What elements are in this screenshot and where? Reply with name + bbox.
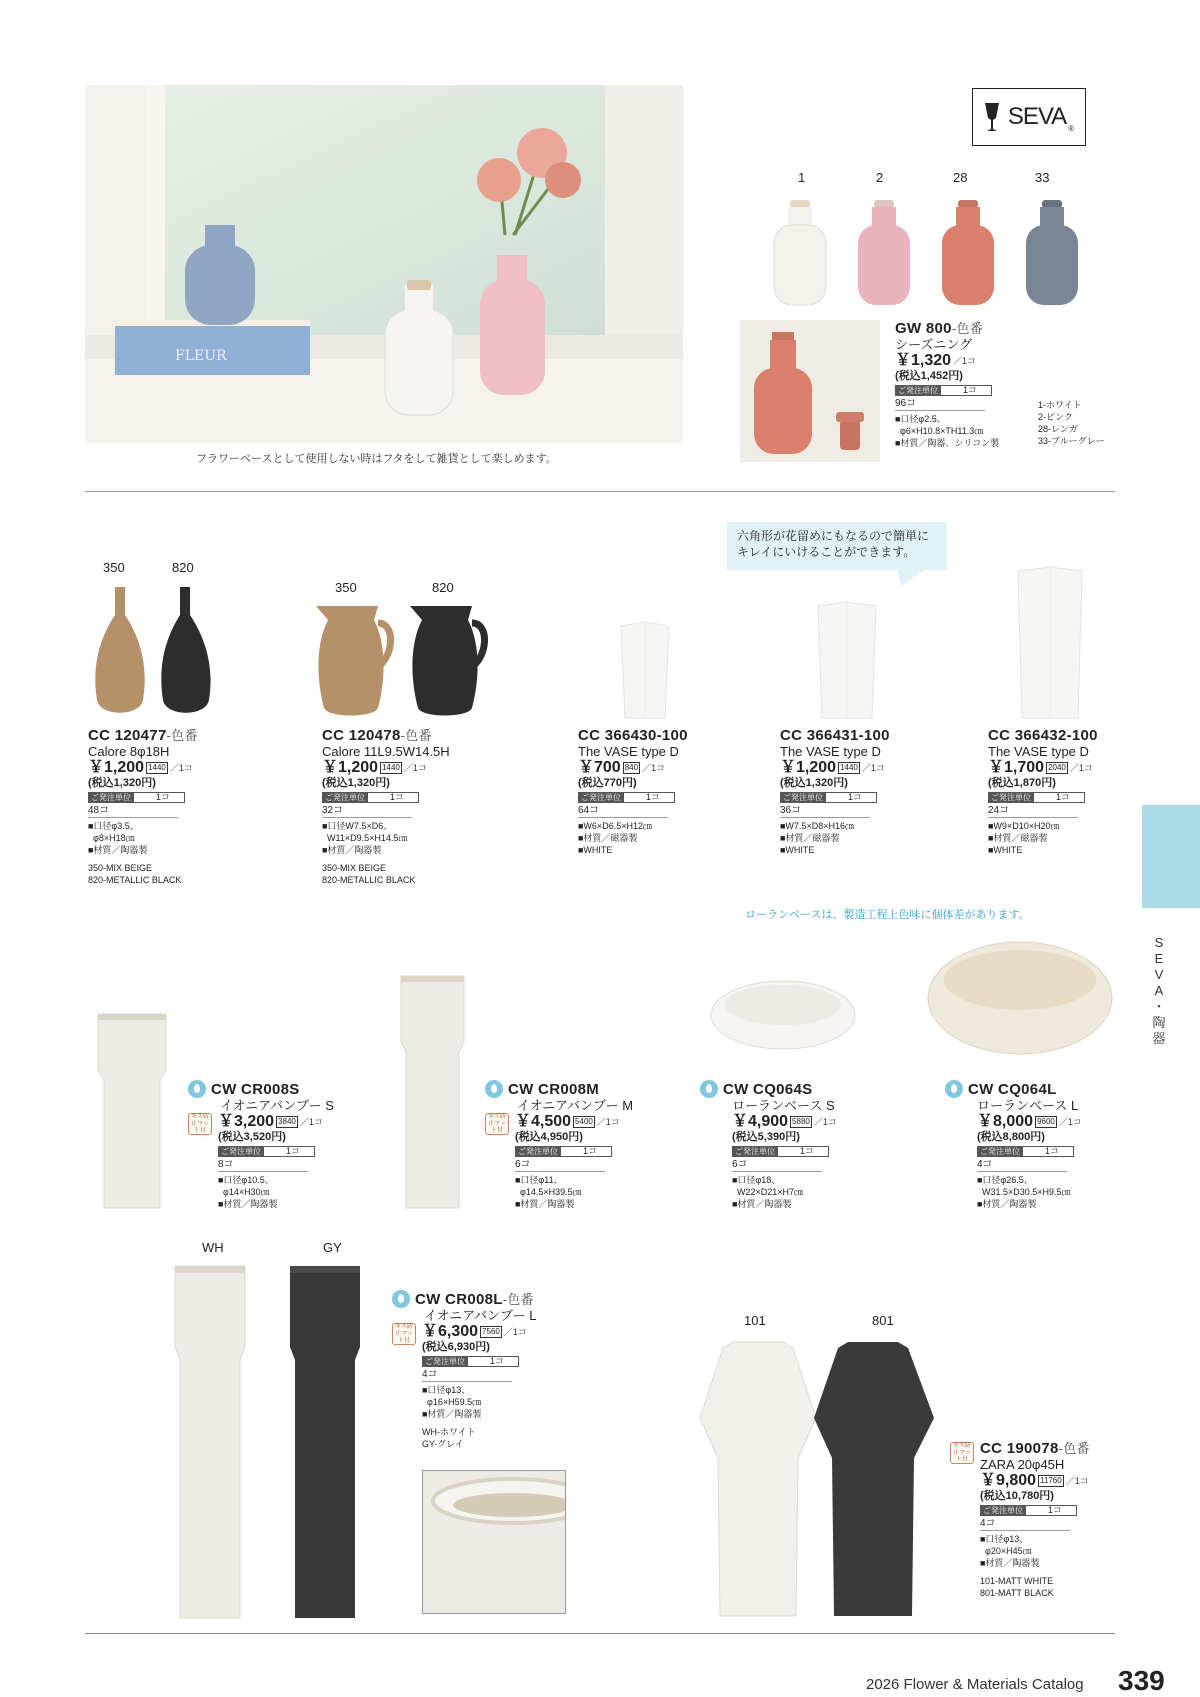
order-unit-value: 1コ — [1034, 792, 1085, 803]
price-unit: ／1コ — [1058, 1117, 1082, 1127]
scratch-mat-badge: キズ防止マット付 — [950, 1442, 974, 1464]
product-spec: ■口径φ26.5、 W31.5×D30.5×H9.5㎝ ■材質／陶器製 — [977, 1175, 1071, 1209]
price-unit: ／1コ — [503, 1327, 527, 1337]
order-unit-value: 1コ — [941, 385, 992, 396]
water-drop-icon — [188, 1080, 206, 1098]
p4-product-image — [812, 600, 882, 720]
order-unit-label: ご発注単位 — [988, 792, 1034, 803]
water-drop-icon — [392, 1290, 410, 1308]
product-code: CW CR008S — [211, 1080, 300, 1098]
gw800-bottles-image — [770, 195, 1090, 310]
price-box: 1440 — [148, 763, 166, 772]
p6-info — [188, 1080, 348, 1210]
p1-info — [88, 727, 268, 886]
product-code: CC 190078 — [980, 1440, 1059, 1457]
product-spec: ■口径φ13、 φ16×H59.5㎝ ■材質／陶器製 — [422, 1385, 482, 1419]
color-number-suffix: -色番 — [166, 728, 198, 743]
p11-color-label: 101 — [744, 1313, 766, 1328]
case-quantity: 36コ — [780, 804, 870, 818]
product-code: CC 366430-100 — [578, 727, 688, 744]
color-number-suffix: -色番 — [951, 321, 984, 336]
section-divider — [85, 491, 1115, 492]
price-box: 5400 — [575, 1117, 593, 1126]
water-drop-icon — [700, 1080, 718, 1098]
p8-info — [700, 1080, 860, 1210]
gw800-color-label: 1 — [798, 170, 806, 185]
product-price: ￥4,500 — [515, 1113, 572, 1130]
product-code: CC 366432-100 — [988, 727, 1098, 744]
p10-info — [392, 1290, 562, 1450]
case-quantity: 4コ — [977, 1158, 1067, 1172]
product-name: イオニアバンブー L — [424, 1308, 537, 1323]
price-box: 9600 — [1037, 1117, 1055, 1126]
product-spec: ■口径φ10.5、 φ14×H30㎝ ■材質／陶器製 — [218, 1175, 278, 1209]
p10-color-label: WH — [202, 1240, 224, 1255]
p3-info — [578, 727, 758, 856]
product-name: The VASE type D — [578, 744, 679, 759]
gw800-color-label: 28 — [953, 170, 968, 185]
product-price: ￥9,800 — [980, 1472, 1037, 1489]
price-unit: ／1コ — [953, 356, 977, 366]
side-tab-char: V — [1154, 967, 1164, 982]
product-code: CC 120477 — [88, 727, 167, 744]
p7-product-image — [395, 972, 470, 1210]
product-name: Calore 8φ18H — [88, 744, 170, 759]
tax-included-price: (税込1,320円) — [322, 777, 390, 789]
order-unit-label: ご発注単位 — [980, 1505, 1026, 1516]
order-unit-label: ご発注単位 — [218, 1146, 264, 1157]
product-spec: ■W9×D10×H20㎝ ■材質／磁器製 ■WHITE — [988, 821, 1060, 855]
p11-color-label: 801 — [872, 1313, 894, 1328]
product-code-text: GW 800 — [895, 320, 952, 337]
p11-info — [950, 1440, 1120, 1599]
product-name: Calore 11L9.5W14.5H — [322, 744, 450, 759]
case-quantity: 32コ — [322, 804, 412, 818]
order-unit-label: ご発注単位 — [977, 1146, 1023, 1157]
tax-included-price: (税込3,520円) — [218, 1131, 286, 1143]
price-box: 1440 — [840, 763, 858, 772]
price-box: 840 — [624, 763, 639, 772]
product-name: イオニアバンブー M — [517, 1098, 634, 1113]
order-unit-label: ご発注単位 — [732, 1146, 778, 1157]
product-code — [895, 320, 1025, 337]
price-unit: ／1コ — [813, 1117, 837, 1127]
product-name: ローランベース L — [977, 1098, 1079, 1113]
price-box: 1440 — [382, 763, 400, 772]
tax-included-price: (税込10,780円) — [980, 1490, 1054, 1502]
color-list: 350-MIX BEIGE 820-METALLIC BLACK — [88, 863, 182, 885]
case-quantity: 4コ — [980, 1517, 1070, 1531]
brand-logo-text: SEVA — [1007, 103, 1067, 130]
side-tab-char: A — [1154, 983, 1164, 998]
product-name: イオニアバンブー S — [220, 1098, 334, 1113]
side-tab — [1142, 805, 1200, 908]
registered-mark: ® — [1068, 124, 1075, 133]
tax-included-price: (税込5,390円) — [732, 1131, 800, 1143]
order-unit-value: 1コ — [1023, 1146, 1074, 1157]
price-box: 7560 — [482, 1327, 500, 1336]
brand-logo — [972, 88, 1086, 146]
product-code: CW CR008L — [415, 1290, 503, 1308]
order-unit-value: 1コ — [468, 1356, 519, 1367]
price-unit: ／1コ — [861, 763, 885, 773]
color-number-suffix: -色番 — [502, 1291, 534, 1307]
order-unit-label: ご発注単位 — [88, 792, 134, 803]
order-unit-value: 1コ — [264, 1146, 315, 1157]
order-unit-value: 1コ — [368, 792, 419, 803]
speech-bubble — [727, 522, 947, 570]
water-drop-icon — [485, 1080, 503, 1098]
product-spec: ■口径φ2.5、 φ6×H10.8×TH11.3㎝ ■材質／陶器、シリコン製 — [895, 414, 1000, 448]
footer-divider — [85, 1633, 1115, 1634]
case-quantity: 6コ — [515, 1158, 605, 1172]
color-list: 350-MIX BEIGE 820-METALLIC BLACK — [322, 863, 416, 885]
price-unit: ／1コ — [1065, 1476, 1089, 1486]
goblet-icon — [984, 102, 1000, 132]
side-tab-label — [1148, 935, 1170, 1047]
price-box: 3840 — [278, 1117, 296, 1126]
product-price: ￥1,200 — [322, 759, 379, 776]
product-price: ￥1,200 — [780, 759, 837, 776]
product-name: ローランベース S — [732, 1098, 835, 1113]
side-tab-char: S — [1154, 935, 1164, 950]
tax-included-price: (税込8,800円) — [977, 1131, 1045, 1143]
price-box: 11760 — [1040, 1476, 1062, 1485]
gw800-color-label: 33 — [1035, 170, 1050, 185]
order-unit-value: 1コ — [134, 792, 185, 803]
color-list: 101-MATT WHITE 801-MATT BLACK — [980, 1576, 1054, 1598]
product-spec: ■口径φ13、 φ20×H45㎝ ■材質／陶器製 — [980, 1534, 1040, 1568]
product-code: CW CR008M — [508, 1080, 600, 1098]
case-quantity: 8コ — [218, 1158, 308, 1172]
p2-info — [322, 727, 502, 886]
price-unit: ／1コ — [642, 763, 666, 773]
color-list: WH-ホワイト GY-グレイ — [422, 1427, 476, 1449]
case-quantity: 6コ — [732, 1158, 822, 1172]
product-code: CW CQ064L — [968, 1080, 1057, 1098]
side-tab-char: E — [1154, 951, 1164, 966]
scratch-mat-badge: キズ防止マット付 — [485, 1113, 509, 1135]
price-unit: ／1コ — [299, 1117, 323, 1127]
p4-info — [780, 727, 960, 856]
tax-included-price: (税込6,930円) — [422, 1341, 490, 1353]
p9-product-image — [925, 940, 1115, 1060]
hero-photo — [85, 85, 683, 443]
gw800-color-label: 2 — [876, 170, 884, 185]
order-unit-label: ご発注単位 — [515, 1146, 561, 1157]
p9-info — [945, 1080, 1120, 1210]
color-number-suffix: -色番 — [400, 728, 432, 743]
rolan-note: ローランベースは、製造工程上色味に個体差があります。 — [745, 909, 1030, 921]
p10-texture-detail-image — [422, 1470, 566, 1614]
p8-product-image — [708, 975, 858, 1060]
price-unit: ／1コ — [596, 1117, 620, 1127]
tax-included-price: (税込1,452円) — [895, 370, 963, 382]
price-unit: ／1コ — [403, 763, 427, 773]
p7-info — [485, 1080, 655, 1210]
price-unit: ／1コ — [1069, 763, 1093, 773]
tax-included-price: (税込1,320円) — [88, 777, 156, 789]
order-unit-label: ご発注単位 — [895, 385, 941, 396]
order-unit-value: 1コ — [826, 792, 877, 803]
product-code: CW CQ064S — [723, 1080, 813, 1098]
order-unit-value: 1コ — [778, 1146, 829, 1157]
order-unit-value: 1コ — [561, 1146, 612, 1157]
catalog-title: 2026 Flower & Materials Catalog — [866, 1676, 1084, 1693]
p2-color-label: 350 — [335, 580, 357, 595]
case-quantity: 96コ — [895, 397, 985, 411]
case-quantity: 4コ — [422, 1368, 512, 1382]
p2-color-label: 820 — [432, 580, 454, 595]
page-number: 339 — [1118, 1665, 1165, 1696]
p1-color-label: 350 — [103, 560, 125, 575]
p10-color-label: GY — [323, 1240, 342, 1255]
product-name: シーズニング — [895, 337, 973, 352]
case-quantity: 64コ — [578, 804, 668, 818]
order-unit-label: ご発注単位 — [780, 792, 826, 803]
p1-product-image — [85, 585, 225, 720]
p2-product-image — [308, 598, 498, 720]
product-code: CC 366431-100 — [780, 727, 890, 744]
product-price: ￥4,900 — [732, 1113, 789, 1130]
side-tab-char: ・ — [1152, 999, 1166, 1014]
p1-color-label: 820 — [172, 560, 194, 575]
p5-product-image — [1012, 565, 1088, 720]
tax-included-price: (税込1,870円) — [988, 777, 1056, 789]
product-price: ￥1,700 — [988, 759, 1045, 776]
scratch-mat-badge: キズ防止マット付 — [392, 1323, 416, 1345]
product-name: The VASE type D — [780, 744, 881, 759]
tax-included-price: (税込1,320円) — [780, 777, 848, 789]
price-box: 5880 — [792, 1117, 810, 1126]
side-tab-char: 器 — [1152, 1031, 1166, 1046]
order-unit-value: 1コ — [1026, 1505, 1077, 1516]
speech-bubble-text: 六角形が花留めにもなるので簡単に キレイにいけることができます。 — [737, 529, 930, 559]
p6-product-image — [92, 1010, 172, 1210]
book-title: FLEUR — [175, 348, 227, 364]
product-price: ￥6,300 — [422, 1323, 479, 1340]
water-drop-icon — [945, 1080, 963, 1098]
product-spec: ■口径φ3.5、 φ8×H18㎝ ■材質／陶器製 — [88, 821, 148, 855]
product-spec: ■口径φ18、 W22×D21×H7㎝ ■材質／陶器製 — [732, 1175, 804, 1209]
order-unit-label: ご発注単位 — [578, 792, 624, 803]
gw800-info — [895, 320, 1025, 449]
product-price: ￥1,320 — [895, 352, 952, 369]
product-price: ￥1,200 — [88, 759, 145, 776]
product-spec: ■口径W7.5×D6、 W11×D9.5×H14.5㎝ ■材質／陶器製 — [322, 821, 408, 855]
tax-included-price: (税込770円) — [578, 777, 637, 789]
side-tab-char: 陶 — [1152, 1015, 1166, 1030]
scratch-mat-badge: キズ防止マット付 — [188, 1113, 212, 1135]
product-spec: ■W7.5×D8×H16㎝ ■材質／磁器製 ■WHITE — [780, 821, 854, 855]
gw800-detail-image — [740, 320, 880, 462]
p10-product-image — [160, 1262, 380, 1622]
p5-info — [988, 727, 1128, 856]
order-unit-label: ご発注単位 — [422, 1356, 468, 1367]
product-price: ￥3,200 — [218, 1113, 275, 1130]
order-unit-value: 1コ — [624, 792, 675, 803]
case-quantity: 48コ — [88, 804, 178, 818]
p11-product-image — [698, 1338, 948, 1620]
price-box: 2040 — [1048, 763, 1066, 772]
product-price: ￥700 — [578, 759, 621, 776]
case-quantity: 24コ — [988, 804, 1078, 818]
hero-caption: フラワーベースとして使用しない時はフタをして雑貨として楽しめます。 — [196, 453, 557, 465]
color-number-suffix: -色番 — [1058, 1441, 1090, 1456]
price-unit: ／1コ — [169, 763, 193, 773]
product-code: CC 120478 — [322, 727, 401, 744]
product-spec: ■W6×D6.5×H12㎝ ■材質／磁器製 ■WHITE — [578, 821, 652, 855]
product-spec: ■口径φ11、 φ14.5×H39.5㎝ ■材質／陶器製 — [515, 1175, 582, 1209]
product-name: ZARA 20φ45H — [980, 1457, 1065, 1472]
product-name: The VASE type D — [988, 744, 1089, 759]
order-unit-label: ご発注単位 — [322, 792, 368, 803]
tax-included-price: (税込4,950円) — [515, 1131, 583, 1143]
p3-product-image — [615, 620, 675, 720]
gw800-color-list: 1-ホワイト 2-ピンク 28-レンガ 33-ブルーグレー — [1038, 400, 1105, 446]
product-price: ￥8,000 — [977, 1113, 1034, 1130]
